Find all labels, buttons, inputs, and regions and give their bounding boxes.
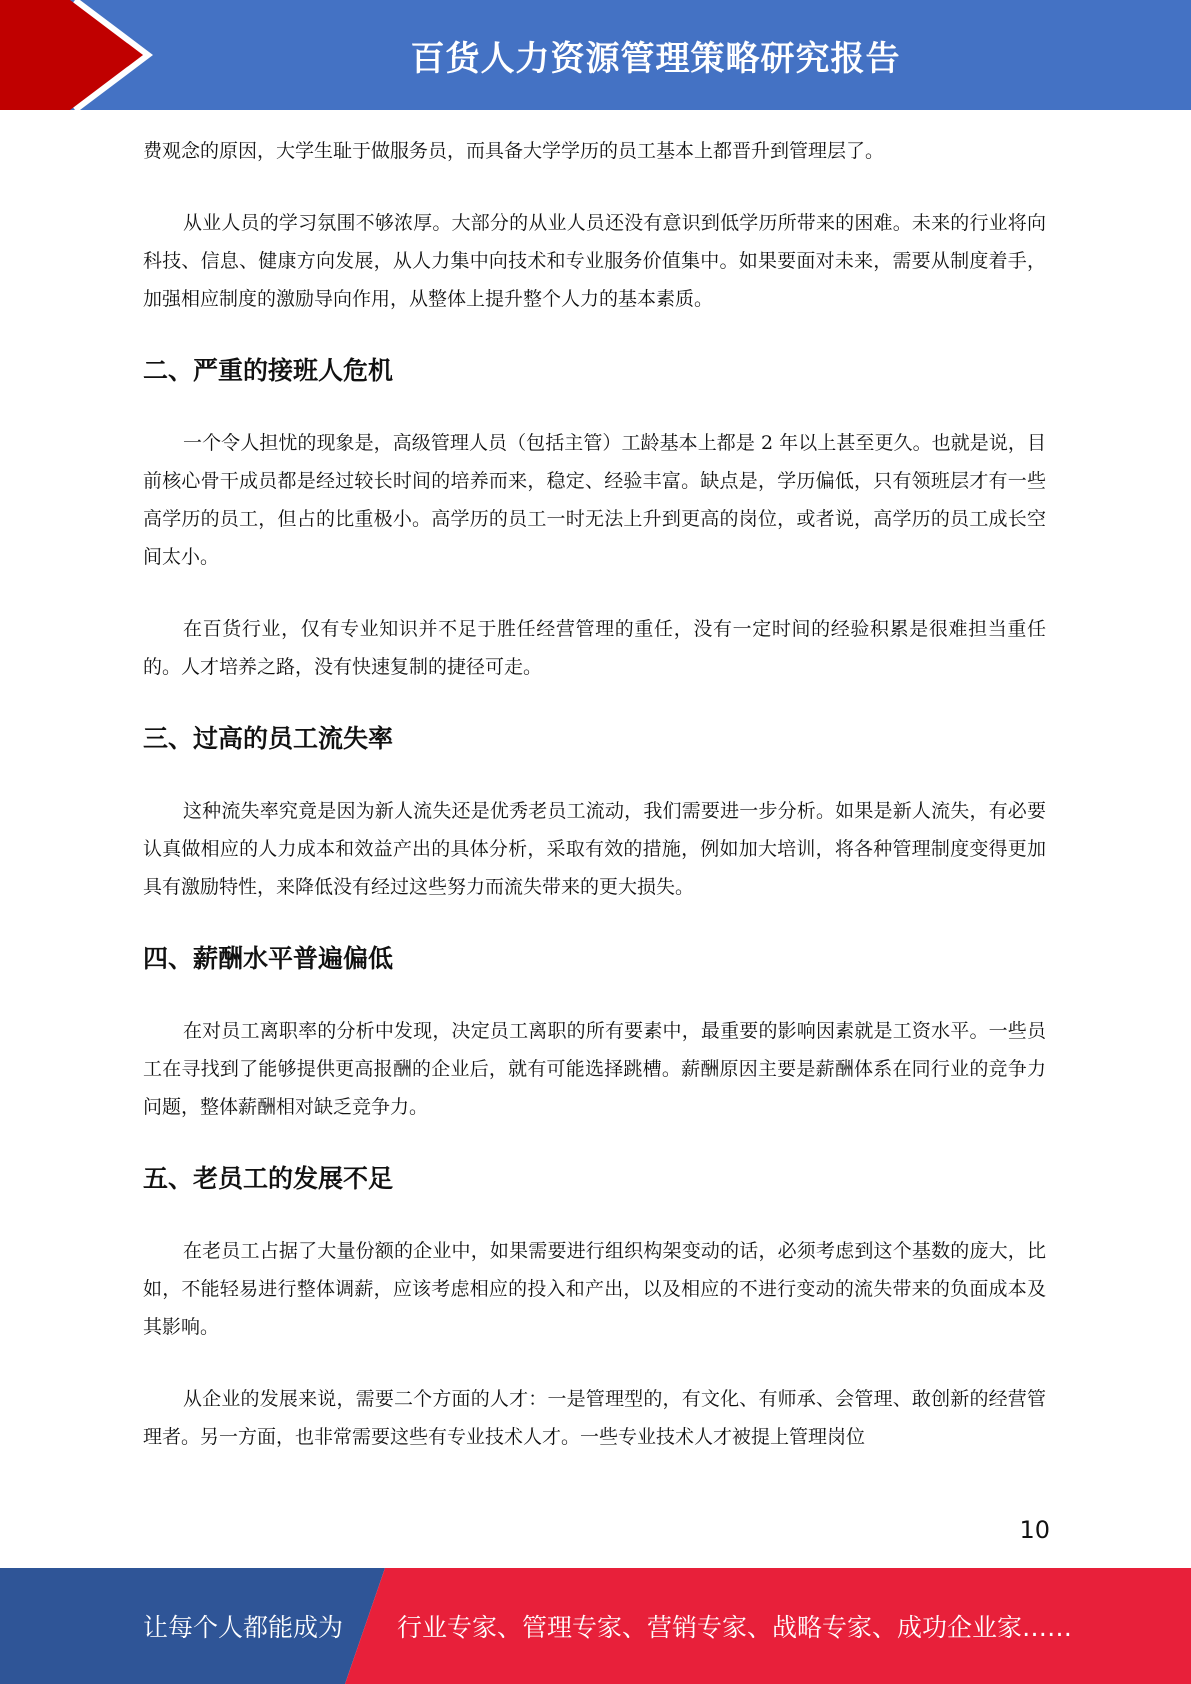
footer-slogan-right: 行业专家、管理专家、营销专家、战略专家、成功企业家…… <box>397 1613 1073 1642</box>
page-header <box>0 0 1191 110</box>
paragraph: 这种流失率究竟是因为新人流失还是优秀老员工流动，我们需要进一步分析。如果是新人流失，有必要认真做相应的人力成本和效益产出的具体分析，采取有效的措施，例如加大培训，将各种管理制度变得更加具有激励特性，来降低没有经过这些努力而流失带来的更大损失。 <box>143 800 1046 898</box>
page-footer <box>0 1568 1191 1684</box>
report-title: 百货人力资源管理策略研究报告 <box>410 38 901 79</box>
paragraph: 从企业的发展来说，需要二个方面的人才：一是管理型的，有文化、有师承、会管理、敢创新的经营管理者。另一方面，也非常需要这些有专业技术人才。一些专业技术人才被提上管理岗位 <box>143 1388 1046 1448</box>
section-heading: 二、严重的接班人危机 <box>143 356 394 385</box>
paragraph: 在百货行业，仅有专业知识并不足于胜任经营管理的重任，没有一定时间的经验积累是很难担当重任的。人才培养之路，没有快速复制的捷径可走。 <box>143 618 1046 678</box>
paragraph: 在老员工占据了大量份额的企业中，如果需要进行组织构架变动的话，必须考虑到这个基数的庞大，比如，不能轻易进行整体调薪，应该考虑相应的投入和产出，以及相应的不进行变动的流失带来的负面成本及其影响。 <box>143 1240 1046 1338</box>
document-body <box>143 132 1046 1456</box>
section-heading: 四、薪酬水平普遍偏低 <box>143 944 394 973</box>
paragraph: 在对员工离职率的分析中发现，决定员工离职的所有要素中，最重要的影响因素就是工资水平。一些员工在寻找到了能够提供更高报酬的企业后，就有可能选择跳槽。薪酬原因主要是薪酬体系在同行业的竞争力问题，整体薪酬相对缺乏竞争力。 <box>143 1020 1046 1118</box>
section-heading: 三、过高的员工流失率 <box>143 724 394 753</box>
section-heading: 五、老员工的发展不足 <box>143 1164 394 1193</box>
paragraph: 费观念的原因，大学生耻于做服务员，而具备大学学历的员工基本上都晋升到管理层了。 <box>143 140 885 162</box>
footer-slogan-left: 让每个人都能成为 <box>143 1613 344 1642</box>
page-number: 10 <box>1019 1516 1050 1544</box>
paragraph: 一个令人担忧的现象是，高级管理人员（包括主管）工龄基本上都是 2 年以上甚至更久。也就是说，目前核心骨干成员都是经过较长时间的培养而来，稳定、经验丰富。缺点是，学历偏低，只有领班层才有一些高学历的员工，但占的比重极小。高学历的员工一时无法上升到更高的岗位，或者说，高学历的员工成长空间太小。 <box>143 432 1046 568</box>
paragraph: 从业人员的学习氛围不够浓厚。大部分的从业人员还没有意识到低学历所带来的困难。未来的行业将向科技、信息、健康方向发展，从人力集中向技术和专业服务价值集中。如果要面对未来，需要从制度着手，加强相应制度的激励导向作用，从整体上提升整个人力的基本素质。 <box>143 212 1046 310</box>
